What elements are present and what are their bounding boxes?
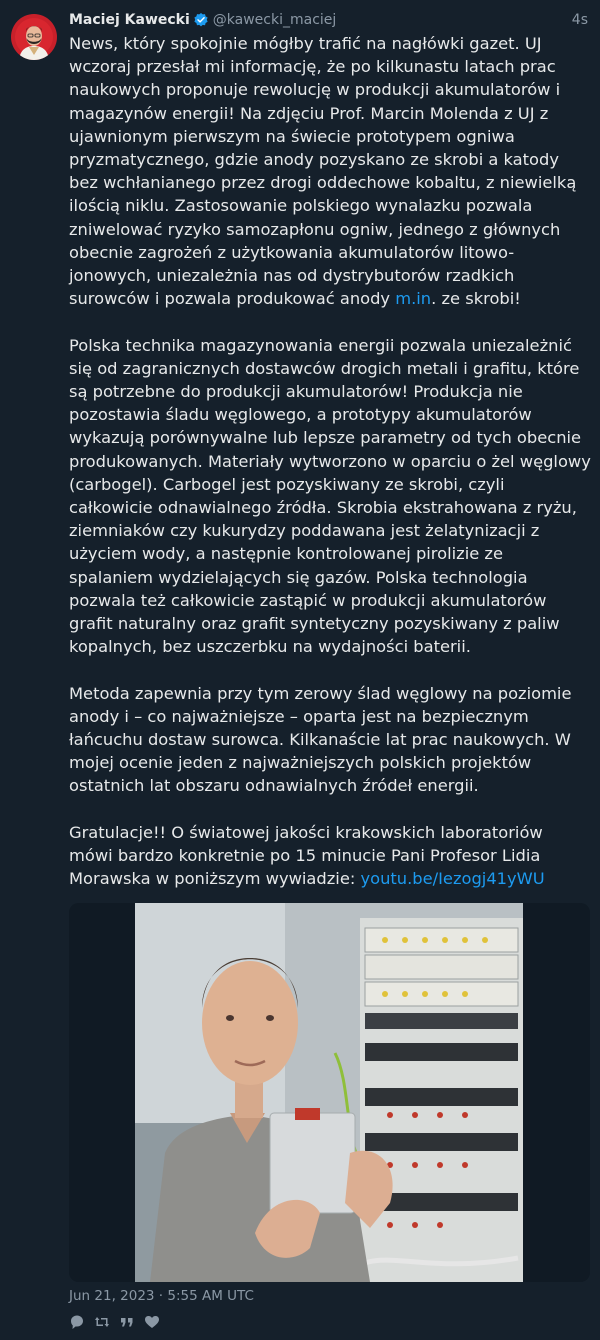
paragraph-1-text: News, który spokojnie mógłby trafić na nagłówki gazet. UJ wczoraj przesłał mi informację, że po kilkunastu latach prac naukowych proponuje rewolucję w produkcji akumulatorów i magazynów energii! Na zdjęciu Prof. Marcin Molenda z UJ z ujawnionym pierwszym na świecie prototypem ogniwa pryzmatycznego, gdzie anody pozyskano ze skrobi a katody bez wchłanianego przez drogi oddechowe kobaltu, z niewielką ilością niklu. Zastosowanie polskiego wynalazku pozwala zniwelować ryzyko samozapłonu ogniw, jednego z głównych obecnie zagrożeń z użytkowania akumulatorów litowo-jonowych, uniezależnia nas od dystrybutorów rzadkich surowców i pozwala produkować anody — [69, 34, 582, 309]
tweet-paragraph-2: Polska technika magazynowania energii pozwala uniezależnić się od zagranicznych dostawców drogich metali i grafitu, które są potrzebne do produkcji akumulatorów! Produkcja nie pozostawia śladu węglowego, a prototypy akumulatorów wykazują porównywalne lub lepsze parametry od tych obecnie produkowanych. Materiały wytworzono w oparciu o żel węglowy (carbogel). Carbogel jest pozyskiwany ze skrobi, czyli całkowicie odnawialnego źródła. Skrobia ekstrahowana z ryżu, ziemniaków czy kukurydzy poddawana jest żelatynizacji z użyciem wody, a następnie kontrolowanej pirolizie ze spalaniem wydzielających się gazów. Polska technologia pozwala też całkowicie zastąpić w produkcji akumulatorów grafit naturalny oraz grafit syntetyczny pozyskiwany z paliw kopalnych, bez uszczerbku na wydajności baterii. — [69, 335, 597, 657]
paragraph-1-tail: . ze skrobi! — [431, 289, 521, 309]
tweet-paragraph-3: Metoda zapewnia przy tym zerowy ślad węglowy na poziomie anody i – co najważniejsze – oparta jest na bezpiecznym łańcuchu dostaw surowca. Kilkanaście lat prac naukowych. W mojej ocenie jeden z najważniejszych polskich projektów ostatnich lat obszaru odnawialnych źródeł energii. — [69, 683, 577, 796]
author-avatar[interactable] — [11, 14, 57, 60]
retweet-icon[interactable] — [94, 1314, 110, 1330]
tweet-timestamp[interactable]: 4s — [571, 12, 588, 28]
mention-link[interactable]: m.in — [395, 289, 432, 309]
author-name[interactable]: Maciej Kawecki — [69, 12, 190, 28]
author-handle[interactable]: @kawecki_maciej — [212, 12, 337, 28]
tweet-paragraph-4 — [69, 821, 591, 891]
reply-icon[interactable] — [69, 1314, 85, 1330]
tweet-body — [69, 32, 597, 890]
tweet-date: Jun 21, 2023 · 5:55 AM UTC — [69, 1288, 254, 1304]
youtube-link[interactable]: youtu.be/Iezogj41yWU — [360, 869, 545, 889]
tweet-photo[interactable] — [69, 903, 590, 1282]
paragraph-4-text: Gratulacje!! O światowej jakości krakowskich laboratoriów mówi bardzo konkretnie po 15 minucie Pani Profesor Lidia Morawska w poniższym wywiadzie: — [69, 822, 548, 889]
verified-badge-icon — [193, 12, 209, 28]
tweet-paragraph-1 — [69, 32, 591, 310]
quote-icon[interactable] — [119, 1314, 135, 1330]
like-icon[interactable] — [144, 1314, 160, 1330]
tweet-header — [69, 10, 588, 30]
tweet-actions — [69, 1312, 160, 1332]
